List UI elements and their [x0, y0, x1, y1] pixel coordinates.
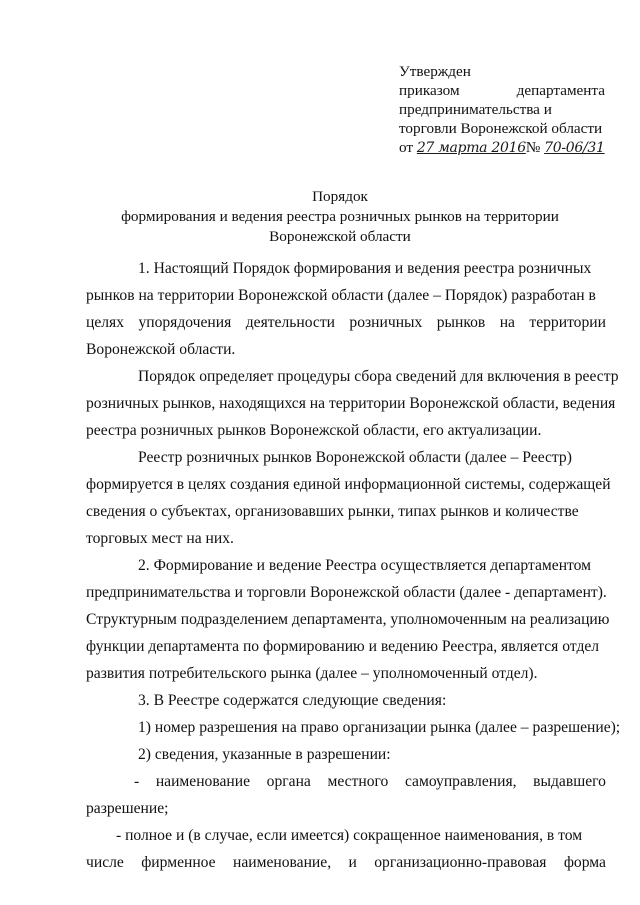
word: и: [348, 854, 357, 871]
word: местного: [327, 773, 389, 790]
approval-line-4: торговли Воронежской области: [399, 120, 603, 137]
p5-line-1: 3. В Реестре содержатся следующие сведения:: [138, 692, 447, 709]
word: розничных: [349, 314, 423, 331]
title-line-1: Порядок: [312, 188, 368, 205]
p3-line-3: сведения о субъектах, организовавших рынки, типах рынков и количестве: [86, 503, 579, 520]
word: упорядочения: [138, 314, 232, 331]
word: наименование: [155, 773, 251, 790]
p4-line-1: 2. Формирование и ведение Реестра осуществляется департаментом: [138, 557, 592, 574]
p4-line-4: функции департамента по формированию и ведению Реестра, является отдел: [86, 638, 600, 655]
word: -: [134, 773, 140, 790]
word: деятельности: [245, 314, 335, 331]
paragraph-9: [86, 822, 606, 876]
word: числе: [86, 854, 124, 871]
p1-line-1: 1. Настоящий Порядок формирования и ведения реестра розничных: [138, 260, 592, 277]
word: рынков: [436, 314, 486, 331]
p2-line-2: розничных рынков, находящихся на территории Воронежской области, ведения: [86, 395, 616, 412]
p4-line-3: Структурным подразделением департамента, уполномоченным на реализацию: [86, 611, 610, 628]
p1-line-4: Воронежской области.: [86, 341, 236, 358]
word: органа: [266, 773, 311, 790]
paragraph-1: [86, 255, 606, 363]
approval-date-line: [399, 138, 605, 158]
word: фирменное: [141, 854, 216, 871]
paragraph-5: [86, 687, 606, 714]
p2-line-3: реестра розничных рынков Воронежской области, его актуализации.: [86, 422, 542, 439]
number-sign: №: [525, 139, 541, 156]
approval-department-word: департамента: [516, 82, 605, 99]
approval-from-label: от: [399, 139, 414, 156]
p9-line-2: [86, 849, 606, 876]
word: целях: [86, 314, 125, 331]
p6-line-1: 1) номер разрешения на право организации рынка (далее – разрешение);: [138, 719, 621, 736]
paragraph-2: [86, 363, 619, 444]
word: территории: [529, 314, 606, 331]
approval-block: [399, 62, 605, 158]
p1-line-3: [86, 309, 606, 336]
paragraph-3: [86, 444, 611, 552]
handwritten-number: 70-06/31: [544, 140, 605, 156]
word: на: [499, 314, 515, 331]
paragraph-4: [86, 552, 610, 687]
word: организационно-правовая: [374, 854, 547, 871]
title-line-3: Воронежской области: [269, 228, 411, 245]
word: самоуправления,: [404, 773, 517, 790]
p3-line-2: формируется в целях создания единой информационной системы, содержащей: [86, 476, 611, 493]
p4-line-2: предпринимательства и торговли Воронежской области (далее - департамент).: [86, 584, 607, 601]
p8-line-1: [86, 768, 606, 795]
handwritten-date: 27 марта 2016: [416, 140, 526, 156]
paragraph-8: [86, 768, 606, 822]
paragraph-7: [86, 741, 606, 768]
title-line-2: формирования и ведения реестра розничных рынков на территории: [121, 208, 559, 225]
word: выдавшего: [533, 773, 606, 790]
p7-line-1: 2) сведения, указанные в разрешении:: [138, 746, 391, 763]
p3-line-1: Реестр розничных рынков Воронежской области (далее – Реестр): [138, 449, 572, 466]
document-title: [100, 187, 580, 247]
approval-line-3: предпринимательства и: [399, 101, 552, 118]
p9-line-1: - полное и (в случае, если имеется) сокращенное наименования, в том: [116, 827, 583, 844]
paragraph-6: [86, 714, 621, 741]
approval-order-word: приказом: [399, 82, 460, 99]
word: форма: [563, 854, 606, 871]
p1-line-2: рынков на территории Воронежской области (далее – Порядок) разработан в: [86, 287, 596, 304]
p3-line-4: торговых мест на них.: [86, 530, 234, 547]
p4-line-5: развития потребительского рынка (далее – уполномоченный отдел).: [86, 665, 538, 682]
approval-line-2: [399, 81, 605, 100]
p2-line-1: Порядок определяет процедуры сбора сведений для включения в реестр: [138, 368, 619, 385]
p8-line-2: разрешение;: [86, 800, 169, 817]
approval-line-1: Утвержден: [399, 63, 471, 80]
word: наименование,: [232, 854, 332, 871]
